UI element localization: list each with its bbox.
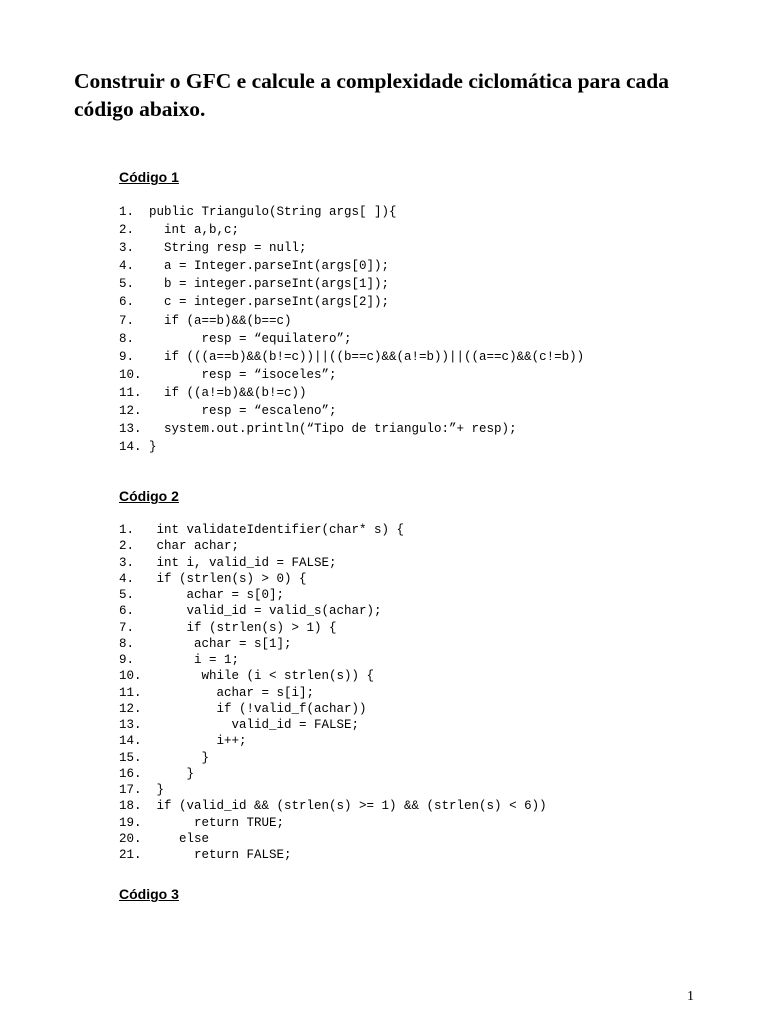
code-line: 8. achar = s[1]; — [119, 636, 292, 651]
code-line: 12. if (!valid_f(achar)) — [119, 701, 367, 716]
code-line: 19. return TRUE; — [119, 815, 285, 830]
code-line: 10. resp = “isoceles”; — [119, 367, 337, 382]
code-line: 6. valid_id = valid_s(achar); — [119, 604, 382, 619]
page-title: Construir o GFC e calcule a complexidade ciclomática para cada código abaixo. — [74, 69, 669, 121]
code-line: 10. while (i < strlen(s)) { — [119, 669, 375, 684]
code-block-1 — [119, 203, 584, 456]
code-block-2 — [119, 522, 547, 863]
code-line: 14. i++; — [119, 734, 247, 749]
code-line: 4. a = Integer.parseInt(args[0]); — [119, 259, 390, 274]
code-line: 9. i = 1; — [119, 653, 240, 667]
code-line: 9. if (((a==b)&&(b!=c))||((b==c)&&(a!=b))||((a==c)&&(c!=b)) — [119, 349, 585, 364]
code-line: 4. if (strlen(s) > 0) { — [119, 571, 307, 586]
code-line: 5. achar = s[0]; — [119, 588, 285, 602]
code-line: 6. c = integer.parseInt(args[2]); — [119, 295, 390, 310]
code-line: 17. } — [119, 783, 165, 797]
code-line: 11. achar = s[i]; — [119, 685, 315, 700]
code-line: 2. int a,b,c; — [119, 223, 240, 238]
code-line: 16. } — [119, 766, 195, 781]
section-heading-codigo-3: Código 3 — [119, 886, 179, 902]
code-line: 15. } — [119, 750, 210, 765]
code-line: 8. resp = “equilatero”; — [119, 331, 352, 346]
code-line: 3. int i, valid_id = FALSE; — [119, 555, 337, 570]
code-line: 12. resp = “escaleno”; — [119, 404, 337, 419]
code-line: 7. if (strlen(s) > 1) { — [119, 620, 337, 635]
page-number: 1 — [687, 989, 694, 1004]
code-line: 3. String resp = null; — [119, 241, 307, 256]
code-line: 13. system.out.println(“Tipo de triangulo:”+ resp); — [119, 422, 517, 437]
code-line: 14. } — [119, 440, 157, 455]
section-heading-codigo-2: Código 2 — [119, 488, 179, 504]
code-line: 18. if (valid_id && (strlen(s) >= 1) && (strlen(s) < 6)) — [119, 799, 547, 814]
code-line: 21. return FALSE; — [119, 848, 292, 862]
code-line: 7. if (a==b)&&(b==c) — [119, 313, 292, 328]
code-line: 13. valid_id = FALSE; — [119, 718, 360, 732]
code-line: 5. b = integer.parseInt(args[1]); — [119, 277, 390, 292]
code-line: 1. int validateIdentifier(char* s) { — [119, 523, 405, 537]
section-heading-codigo-1: Código 1 — [119, 169, 179, 185]
code-line: 11. if ((a!=b)&&(b!=c)) — [119, 385, 307, 400]
code-line: 2. char achar; — [119, 539, 240, 554]
code-line: 1. public Triangulo(String args[ ]){ — [119, 205, 397, 219]
code-line: 20. else — [119, 831, 210, 846]
